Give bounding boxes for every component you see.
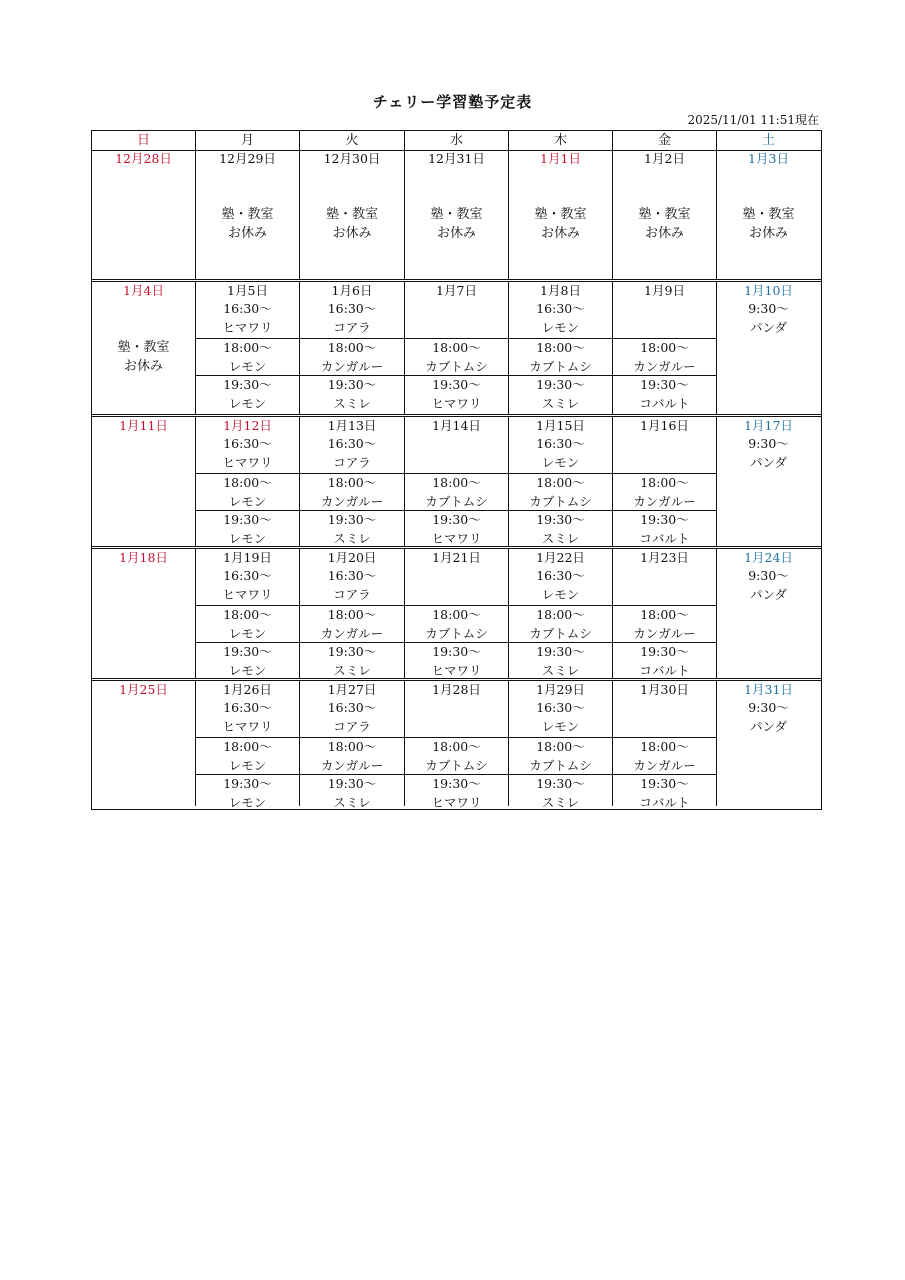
lesson-time: 18:00〜 bbox=[223, 739, 272, 754]
lesson-slot bbox=[196, 300, 299, 338]
day-cell bbox=[405, 681, 509, 810]
lesson-time: 18:00〜 bbox=[640, 607, 689, 622]
day-date: 1月15日 bbox=[536, 418, 585, 433]
weekday-header: 金 bbox=[613, 131, 717, 150]
lesson-class: ヒマワリ bbox=[222, 718, 273, 734]
lesson-slot bbox=[300, 737, 404, 774]
day-cell bbox=[613, 681, 717, 810]
lesson-class bbox=[613, 718, 716, 737]
lesson-slot bbox=[405, 737, 508, 774]
lesson-time: 19:30〜 bbox=[536, 644, 585, 659]
day-date: 1月19日 bbox=[223, 550, 272, 565]
lesson-time: 19:30〜 bbox=[536, 776, 585, 791]
day-cell bbox=[196, 282, 300, 414]
lesson-time: 19:30〜 bbox=[327, 644, 377, 659]
day-date: 1月17日 bbox=[744, 418, 793, 433]
closed-note bbox=[613, 205, 716, 243]
lesson-time: 18:00〜 bbox=[432, 607, 481, 622]
lesson-class: レモン bbox=[541, 454, 580, 470]
lesson-class: コアラ bbox=[333, 586, 371, 602]
lesson-class: スミレ bbox=[541, 395, 580, 411]
day-cell bbox=[613, 549, 717, 678]
lesson-time: 19:30〜 bbox=[327, 776, 377, 791]
week-row bbox=[92, 150, 821, 282]
day-cell bbox=[92, 150, 196, 279]
lesson-slot bbox=[509, 774, 612, 811]
weekday-header: 火 bbox=[300, 131, 405, 150]
lesson-time: 16:30〜 bbox=[536, 700, 585, 715]
lesson-slot bbox=[300, 300, 404, 338]
lesson-slot bbox=[613, 375, 716, 412]
lesson-time: 16:30〜 bbox=[223, 301, 272, 316]
lesson-class: レモン bbox=[228, 757, 267, 773]
lesson-class: カブトムシ bbox=[529, 358, 592, 374]
day-cell bbox=[509, 417, 613, 546]
lesson-class: カブトムシ bbox=[425, 358, 488, 374]
day-date: 1月28日 bbox=[432, 682, 481, 697]
lesson-class: カブトムシ bbox=[425, 493, 488, 509]
lesson-class: スミレ bbox=[541, 662, 580, 678]
lesson-time: 18:00〜 bbox=[640, 739, 689, 754]
lesson-class: レモン bbox=[228, 794, 267, 810]
lesson-class bbox=[613, 586, 716, 605]
lesson-class: ヒマワリ bbox=[431, 662, 482, 678]
saturday-lesson bbox=[717, 699, 820, 736]
day-cell bbox=[717, 150, 820, 279]
lesson-slot bbox=[509, 737, 612, 774]
saturday-lesson bbox=[717, 567, 820, 604]
day-cell bbox=[196, 150, 300, 279]
lesson-time: 16:30〜 bbox=[327, 301, 377, 316]
lesson-slot bbox=[405, 774, 508, 811]
lesson-class: ヒマワリ bbox=[431, 794, 482, 810]
lesson-time: 18:00〜 bbox=[223, 607, 272, 622]
lesson-time: 18:00〜 bbox=[640, 340, 689, 355]
lesson-slot bbox=[613, 642, 716, 679]
lesson-time: 16:30〜 bbox=[223, 700, 272, 715]
lesson-slot bbox=[405, 567, 508, 605]
lesson-slot bbox=[613, 510, 716, 547]
closed-note bbox=[196, 205, 299, 243]
closed-note bbox=[717, 205, 820, 243]
day-cell bbox=[717, 549, 820, 678]
day-cell bbox=[196, 681, 300, 810]
day-cell bbox=[509, 282, 613, 414]
lesson-class: カンガルー bbox=[633, 625, 696, 641]
day-date: 12月29日 bbox=[219, 151, 276, 166]
lesson-class bbox=[405, 718, 508, 737]
lesson-class: レモン bbox=[228, 358, 267, 374]
week-row bbox=[92, 282, 821, 414]
lesson-class: カブトムシ bbox=[529, 493, 592, 509]
lesson-time: 19:30〜 bbox=[432, 512, 481, 527]
lesson-time: 19:30〜 bbox=[223, 644, 272, 659]
lesson-class: カブトムシ bbox=[425, 625, 488, 641]
lesson-slot bbox=[613, 699, 716, 737]
lesson-class: ヒマワリ bbox=[222, 586, 273, 602]
day-date: 1月2日 bbox=[644, 151, 685, 166]
day-date: 1月18日 bbox=[119, 550, 168, 565]
day-date: 1月3日 bbox=[748, 151, 789, 166]
lesson-slot bbox=[405, 699, 508, 737]
lesson-class: パンダ bbox=[749, 586, 787, 602]
lesson-time: 18:00〜 bbox=[223, 340, 272, 355]
week-row bbox=[92, 678, 821, 810]
lesson-slot bbox=[613, 435, 716, 473]
lesson-slot bbox=[613, 605, 716, 642]
day-cell bbox=[509, 549, 613, 678]
week-row bbox=[92, 546, 821, 678]
lesson-time: 19:30〜 bbox=[327, 512, 377, 527]
day-cell bbox=[92, 681, 196, 806]
lesson-slot bbox=[300, 435, 404, 473]
lesson-time: 16:30〜 bbox=[327, 700, 377, 715]
lesson-class: レモン bbox=[541, 586, 580, 602]
lesson-class: レモン bbox=[228, 530, 267, 546]
lesson-time bbox=[405, 567, 508, 586]
lesson-class: カンガルー bbox=[320, 493, 384, 509]
lesson-slot bbox=[300, 605, 404, 642]
lesson-class: スミレ bbox=[333, 395, 371, 411]
lesson-slot bbox=[196, 699, 299, 737]
day-date: 1月13日 bbox=[327, 418, 377, 433]
lesson-slot bbox=[300, 338, 404, 375]
lesson-class: ヒマワリ bbox=[431, 530, 482, 546]
lesson-time: 18:00〜 bbox=[432, 340, 481, 355]
day-cell bbox=[717, 681, 820, 806]
day-cell bbox=[405, 282, 509, 414]
lesson-time: 18:00〜 bbox=[536, 475, 585, 490]
lesson-class: パンダ bbox=[749, 319, 787, 335]
lesson-class: ヒマワリ bbox=[222, 319, 273, 335]
lesson-time: 19:30〜 bbox=[536, 512, 585, 527]
lesson-slot bbox=[509, 300, 612, 338]
lesson-slot bbox=[300, 510, 404, 547]
lesson-class: カブトムシ bbox=[529, 757, 592, 773]
lesson-time: 18:00〜 bbox=[327, 340, 377, 355]
lesson-time: 18:00〜 bbox=[327, 739, 377, 754]
day-cell bbox=[300, 417, 405, 546]
lesson-class: コバルト bbox=[639, 530, 690, 546]
day-date: 1月24日 bbox=[744, 550, 793, 565]
lesson-class bbox=[405, 319, 508, 338]
lesson-class bbox=[405, 586, 508, 605]
lesson-class: コバルト bbox=[639, 395, 690, 411]
closed-note-line: 塾・教室 bbox=[742, 207, 795, 222]
lesson-slot bbox=[509, 435, 612, 473]
lesson-class: パンダ bbox=[749, 718, 787, 734]
day-cell bbox=[300, 150, 405, 279]
lesson-slot bbox=[509, 338, 612, 375]
lesson-class: スミレ bbox=[541, 530, 580, 546]
lesson-class: カンガルー bbox=[633, 757, 696, 773]
lesson-class: スミレ bbox=[333, 662, 371, 678]
lesson-class bbox=[405, 454, 508, 473]
lesson-time: 19:30〜 bbox=[432, 644, 481, 659]
lesson-time bbox=[613, 567, 716, 586]
day-date: 12月30日 bbox=[323, 151, 381, 166]
lesson-time: 9:30〜 bbox=[748, 301, 789, 316]
lesson-slot bbox=[196, 435, 299, 473]
day-cell bbox=[405, 150, 509, 279]
lesson-slot bbox=[196, 375, 299, 412]
lesson-slot bbox=[405, 338, 508, 375]
lesson-class: スミレ bbox=[333, 530, 371, 546]
lesson-class: カブトムシ bbox=[425, 757, 488, 773]
lesson-class: コバルト bbox=[639, 662, 690, 678]
lesson-slot bbox=[300, 699, 404, 737]
weekday-header: 月 bbox=[196, 131, 300, 150]
saturday-lesson bbox=[717, 300, 820, 337]
lesson-slot bbox=[509, 567, 612, 605]
lesson-class: コアラ bbox=[333, 319, 371, 335]
lesson-slot bbox=[196, 737, 299, 774]
lesson-slot bbox=[613, 300, 716, 338]
day-cell bbox=[509, 150, 613, 279]
lesson-class: カンガルー bbox=[320, 358, 384, 374]
closed-note-line: 塾・教室 bbox=[638, 207, 691, 222]
page-title: チェリー学習塾予定表 bbox=[372, 93, 533, 111]
day-date: 1月29日 bbox=[536, 682, 585, 697]
day-date: 1月25日 bbox=[119, 682, 168, 697]
weekday-header: 木 bbox=[509, 131, 613, 150]
closed-note-line: お休み bbox=[644, 226, 684, 241]
lesson-class: レモン bbox=[541, 319, 580, 335]
week-row bbox=[92, 414, 821, 546]
day-cell bbox=[300, 549, 405, 678]
lesson-time: 19:30〜 bbox=[536, 377, 585, 392]
lesson-time: 16:30〜 bbox=[327, 568, 377, 583]
closed-note-line: お休み bbox=[332, 226, 372, 241]
lesson-time: 16:30〜 bbox=[223, 436, 272, 451]
lesson-time: 19:30〜 bbox=[640, 644, 689, 659]
lesson-class: スミレ bbox=[541, 794, 580, 810]
lesson-slot bbox=[196, 774, 299, 811]
lesson-slot bbox=[613, 567, 716, 605]
lesson-time: 19:30〜 bbox=[640, 377, 689, 392]
lesson-class: カンガルー bbox=[633, 358, 696, 374]
day-date: 1月31日 bbox=[744, 682, 793, 697]
day-date: 1月7日 bbox=[436, 283, 477, 298]
lesson-time bbox=[613, 300, 716, 319]
lesson-class: コアラ bbox=[333, 454, 371, 470]
day-date: 1月1日 bbox=[540, 151, 581, 166]
closed-note-line: 塾・教室 bbox=[430, 207, 483, 222]
day-cell bbox=[92, 282, 196, 414]
day-date: 1月12日 bbox=[223, 418, 272, 433]
lesson-time: 18:00〜 bbox=[536, 607, 585, 622]
lesson-time: 16:30〜 bbox=[223, 568, 272, 583]
closed-note-line: お休み bbox=[436, 226, 476, 241]
day-date: 1月22日 bbox=[536, 550, 585, 565]
lesson-time: 19:30〜 bbox=[327, 377, 377, 392]
lesson-time: 18:00〜 bbox=[536, 340, 585, 355]
lesson-slot bbox=[300, 375, 404, 412]
day-date: 12月28日 bbox=[115, 151, 172, 166]
lesson-slot bbox=[509, 699, 612, 737]
lesson-slot bbox=[405, 473, 508, 510]
day-cell bbox=[613, 417, 717, 546]
lesson-time: 19:30〜 bbox=[223, 512, 272, 527]
weekday-header: 日 bbox=[92, 131, 196, 150]
lesson-time: 16:30〜 bbox=[536, 301, 585, 316]
day-date: 1月11日 bbox=[119, 418, 168, 433]
lesson-slot bbox=[405, 375, 508, 412]
schedule-table bbox=[91, 130, 822, 810]
closed-note bbox=[405, 205, 508, 243]
day-cell bbox=[405, 549, 509, 678]
closed-note-line: 塾・教室 bbox=[325, 207, 378, 222]
lesson-time: 18:00〜 bbox=[327, 475, 377, 490]
day-date: 1月23日 bbox=[640, 550, 689, 565]
lesson-time: 18:00〜 bbox=[536, 739, 585, 754]
lesson-class bbox=[613, 454, 716, 473]
lesson-slot bbox=[509, 605, 612, 642]
closed-note-line: お休み bbox=[748, 226, 788, 241]
day-date: 1月5日 bbox=[227, 283, 268, 298]
closed-note-line: お休み bbox=[227, 226, 267, 241]
lesson-slot bbox=[613, 737, 716, 774]
weekday-header: 水 bbox=[405, 131, 509, 150]
day-cell bbox=[92, 417, 196, 546]
day-date: 1月4日 bbox=[123, 283, 164, 298]
lesson-slot bbox=[300, 567, 404, 605]
closed-note-line: お休み bbox=[540, 226, 580, 241]
lesson-slot bbox=[196, 567, 299, 605]
lesson-slot bbox=[613, 473, 716, 510]
lesson-slot bbox=[196, 338, 299, 375]
day-cell bbox=[509, 681, 613, 810]
lesson-time: 16:30〜 bbox=[536, 436, 585, 451]
closed-note bbox=[300, 205, 404, 243]
lesson-class: レモン bbox=[228, 662, 267, 678]
lesson-time bbox=[613, 435, 716, 454]
lesson-time: 19:30〜 bbox=[432, 776, 481, 791]
day-date: 1月6日 bbox=[331, 283, 373, 298]
lesson-slot bbox=[405, 642, 508, 679]
day-cell bbox=[613, 282, 717, 414]
lesson-slot bbox=[300, 774, 404, 811]
lesson-time bbox=[613, 699, 716, 718]
lesson-slot bbox=[613, 338, 716, 375]
lesson-time: 19:30〜 bbox=[640, 776, 689, 791]
lesson-class: ヒマワリ bbox=[431, 395, 482, 411]
day-date: 12月31日 bbox=[428, 151, 485, 166]
lesson-slot bbox=[613, 774, 716, 811]
day-cell bbox=[717, 417, 820, 546]
saturday-lesson bbox=[717, 435, 820, 472]
lesson-class: スミレ bbox=[333, 794, 371, 810]
day-cell bbox=[300, 282, 405, 414]
day-date: 1月30日 bbox=[640, 682, 689, 697]
lesson-slot bbox=[405, 300, 508, 338]
lesson-class: コアラ bbox=[333, 718, 371, 734]
day-date: 1月9日 bbox=[644, 283, 685, 298]
lesson-slot bbox=[300, 642, 404, 679]
lesson-time: 18:00〜 bbox=[223, 475, 272, 490]
lesson-time: 9:30〜 bbox=[748, 568, 789, 583]
lesson-time: 19:30〜 bbox=[640, 512, 689, 527]
lesson-time: 16:30〜 bbox=[327, 436, 377, 451]
lesson-class: パンダ bbox=[749, 454, 787, 470]
lesson-time bbox=[405, 435, 508, 454]
day-date: 1月16日 bbox=[640, 418, 689, 433]
day-date: 1月10日 bbox=[744, 283, 793, 298]
lesson-class: カンガルー bbox=[320, 757, 384, 773]
lesson-class: レモン bbox=[228, 493, 267, 509]
lesson-class: カンガルー bbox=[320, 625, 384, 641]
day-cell bbox=[196, 417, 300, 546]
day-date: 1月27日 bbox=[327, 682, 377, 697]
lesson-time: 18:00〜 bbox=[640, 475, 689, 490]
lesson-slot bbox=[405, 435, 508, 473]
lesson-slot bbox=[300, 473, 404, 510]
day-date: 1月21日 bbox=[432, 550, 481, 565]
closed-note-line: 塾・教室 bbox=[117, 340, 170, 355]
lesson-slot bbox=[509, 642, 612, 679]
closed-note bbox=[509, 205, 612, 243]
lesson-time bbox=[405, 699, 508, 718]
lesson-slot bbox=[405, 510, 508, 547]
lesson-time: 18:00〜 bbox=[432, 475, 481, 490]
day-date: 1月20日 bbox=[327, 550, 377, 565]
closed-note-line: 塾・教室 bbox=[534, 207, 587, 222]
lesson-slot bbox=[509, 510, 612, 547]
lesson-slot bbox=[196, 642, 299, 679]
lesson-time: 19:30〜 bbox=[432, 377, 481, 392]
lesson-slot bbox=[509, 473, 612, 510]
lesson-time: 18:00〜 bbox=[327, 607, 377, 622]
lesson-time: 18:00〜 bbox=[432, 739, 481, 754]
lesson-class: レモン bbox=[228, 625, 267, 641]
lesson-class: コバルト bbox=[639, 794, 690, 810]
closed-note-line: 塾・教室 bbox=[221, 207, 274, 222]
closed-note bbox=[92, 338, 195, 376]
day-cell bbox=[613, 150, 717, 279]
day-cell bbox=[717, 282, 820, 414]
day-date: 1月26日 bbox=[223, 682, 272, 697]
weekday-header: 土 bbox=[761, 133, 775, 148]
lesson-class: レモン bbox=[228, 395, 267, 411]
weekday-header-row bbox=[92, 131, 821, 151]
lesson-time: 9:30〜 bbox=[748, 700, 789, 715]
day-cell bbox=[92, 549, 196, 678]
day-date: 1月8日 bbox=[540, 283, 581, 298]
lesson-class: ヒマワリ bbox=[222, 454, 273, 470]
lesson-slot bbox=[196, 510, 299, 547]
updated-timestamp: 2025/11/01 11:51現在 bbox=[687, 113, 819, 127]
lesson-time: 19:30〜 bbox=[223, 776, 272, 791]
lesson-time: 16:30〜 bbox=[536, 568, 585, 583]
day-date: 1月14日 bbox=[432, 418, 481, 433]
lesson-time bbox=[405, 300, 508, 319]
day-cell bbox=[196, 549, 300, 678]
day-cell bbox=[300, 681, 405, 810]
lesson-slot bbox=[196, 473, 299, 510]
lesson-slot bbox=[196, 605, 299, 642]
lesson-slot bbox=[405, 605, 508, 642]
closed-note-line: お休み bbox=[123, 359, 163, 374]
lesson-class: レモン bbox=[541, 718, 580, 734]
lesson-time: 19:30〜 bbox=[223, 377, 272, 392]
day-cell bbox=[405, 417, 509, 546]
lesson-slot bbox=[509, 375, 612, 412]
lesson-class: カブトムシ bbox=[529, 625, 592, 641]
lesson-time: 9:30〜 bbox=[748, 436, 789, 451]
lesson-class: カンガルー bbox=[633, 493, 696, 509]
lesson-class bbox=[613, 319, 716, 338]
